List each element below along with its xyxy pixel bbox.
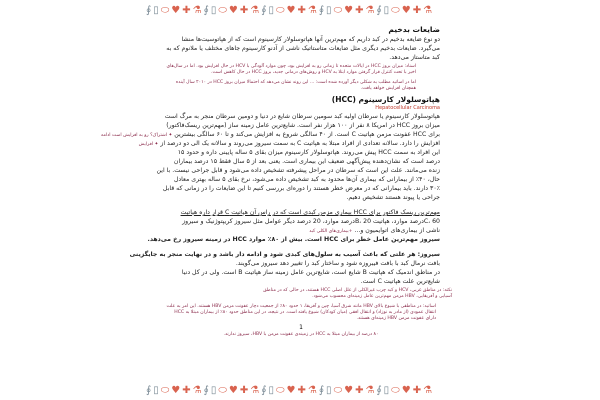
iv-bag-icon: ⚗	[250, 5, 260, 16]
paragraph-line: کبد متاستاز می‌دهد.	[389, 54, 440, 61]
decorative-border-top	[146, 2, 456, 20]
pills-icon: ⬭	[160, 5, 170, 16]
iv-bag-icon: ⚗	[307, 5, 317, 16]
paragraph-line: مهم‌ترین ریسک فاکتور برای HCC بیماری مزمن کبدی است که در راس آن هپاتیت C قرار داره هپاتیت	[180, 209, 440, 216]
inline-comment: +بیماری‌های الکلی کبد	[309, 229, 353, 234]
paragraph-text: افزایش را دارد. سالانه تعدادی از افراد مبتلا به هپاتیت C به سمت سیروز می‌روند و سالانه یک الی دو درصد از	[160, 140, 440, 147]
paragraph-line: جراحی یا پیوند هستند تشخیص دهیم.	[346, 194, 440, 201]
paragraph-line: زنده می‌مانند. علت این است که سرطان در مراحل پیشرفته تشخیص داده می‌شود و قابل جراحی نیست. با این	[156, 167, 440, 174]
clipboard-icon: ▯	[153, 5, 159, 16]
pills-icon: ⬭	[160, 385, 170, 396]
stethoscope-icon: ∮	[376, 385, 382, 396]
iv-bag-icon: ⚗	[192, 5, 202, 16]
comment-note: اساتید: در مناطقی با شیوع بالای HBV مانند شرق آسیا، چین و آفریقا، ۱ حدود ۸۰٪ از جمعیت دچار عفونت مزمن HBV هستند. این امر به علت انتقال عمودی (از مادر به نوزاد) و انتقال افقی (میان کودکان) شیوع یافته است. در نتیجه، در این مناطق حدود ۸۰٪ از بیماران مبتلا به HCC دارای عفونت مزمن HBV زمینه‌ای هستند.	[166, 304, 436, 321]
stethoscope-icon: ∮	[318, 5, 325, 16]
paragraph-line: ۳۰٪ دارند. باید بیمارانی که در معرض خطر هستند را دوره‌ای بررسی کنیم تا این ضایعات را در زمانی که قابل	[162, 185, 440, 192]
stethoscope-icon: ∮	[318, 385, 325, 396]
paragraph-line	[309, 226, 440, 235]
decorative-border-bottom	[146, 382, 456, 400]
heart-icon: ♥	[286, 385, 296, 396]
iv-bag-icon: ⚗	[423, 385, 433, 396]
clipboard-icon: ▯	[326, 385, 332, 396]
paragraph-line: در مناطق اندمیک که هپاتیت B شایع است، شایع‌ترین عامل زمینه ساز هپاتیت B است. ولی در کل دنیا	[181, 269, 440, 276]
iv-bag-icon: ⚗	[250, 385, 260, 396]
pills-icon: ⬭	[218, 5, 227, 16]
paragraph-line: درصد است که نشان‌دهنده پیش‌آگهی ضعیف این بیماری است. یعنی بعد از ۵ سال فقط ۱۵ درصد بیماران	[173, 158, 440, 165]
heart-icon: ♥	[286, 5, 296, 16]
cross-icon: ✚	[297, 385, 306, 396]
heart-icon: ♥	[401, 5, 411, 16]
comment-note: اما در اساتید مطلب به شکلی دیگر آورده شده است: ... این روند نشان می‌دهد که احتمالا میزان بروز HCC در ۲۰۱۰ سال آینده همچنان افزایش خواهد یافت.	[175, 80, 416, 91]
clipboard-icon: ▯	[153, 385, 159, 396]
section-heading: هپاتوسلولار کارسینوم (HCC)	[331, 95, 440, 104]
paragraph-line: سیروز: هر علتی که باعث آسیب به سلول‌های کبدی شود و ادامه دار باشد و در نهایت منجر به جایگزینی	[129, 251, 440, 258]
cross-icon: ✚	[239, 385, 249, 396]
inline-comment: ✦ اشتراک؟ رو به افزایش است ادامه	[101, 133, 173, 138]
heart-icon: ♥	[344, 385, 354, 396]
paragraph-line: میزان بروز HCC در امریکا ۸ نفر از ۱۰۰ هزار نفر است. شایع‌ترین عامل زمینه ساز (مهم‌ترین ریسک‌فاکتور)	[166, 122, 440, 129]
clipboard-icon: ▯	[383, 5, 390, 16]
pills-icon: ⬭	[391, 385, 400, 396]
paragraph-line: بافت نرمال کبد با بافت فیبروزه شود و ساختار کبد را تغییر دهد سیروز می‌گویند.	[235, 260, 440, 267]
clipboard-icon: ▯	[210, 5, 217, 16]
cross-icon: ✚	[412, 385, 422, 396]
stethoscope-icon: ∮	[376, 5, 382, 16]
cross-icon: ✚	[182, 385, 191, 396]
section-heading: ضایعات بدخیم	[388, 25, 440, 34]
paragraph-text: ناشی از بیماری‌های اتوایمیون و...	[354, 227, 440, 234]
english-subtitle: Hepatocellular Carcinoma	[375, 105, 440, 111]
heart-icon: ♥	[401, 385, 411, 396]
footnote: ۸۰ درصد از بیماران مبتلا به HCC در زمینه‌ی عفونت مزمن با HBV، سیروز ندارند.	[223, 332, 379, 337]
paragraph-text: برای HCC عفونت مزمن هپاتیت C است. از ۴۰ سالگی شروع به افزایش می‌کند و تا ۶۰ سالگی بیشترین	[174, 131, 440, 138]
paragraph-line: می‌گیرد. ضایعات بدخیم دیگری مثل ضایعات متاستاتیک ناشی از آدنو کارسینوم جاهای مختلف یا ملانوم که به	[166, 45, 440, 52]
heart-icon: ♥	[344, 5, 354, 16]
stethoscope-icon: ∮	[146, 385, 152, 396]
stethoscope-icon: ∮	[261, 5, 267, 16]
clipboard-icon: ▯	[268, 385, 274, 396]
cross-icon: ✚	[297, 5, 306, 16]
stethoscope-icon: ∮	[203, 5, 209, 16]
paragraph-line: حال، ۴۰٪ از بیمارانی که بیماری آن‌ها محدود به کبد تشخیص داده می‌شود، نرخ بقای ۵ ساله بهتری معادل	[173, 176, 440, 183]
clipboard-icon: ▯	[326, 5, 332, 16]
cross-icon: ✚	[355, 385, 364, 396]
inline-comment-text: افزایش	[138, 142, 154, 147]
clipboard-icon: ▯	[268, 5, 274, 16]
paragraph-line: سیروز مهم‌ترین عامل خطر برای HCC است. بیش از ۸۰٪ موارد HCC در زمینه سیروز رخ می‌دهد.	[147, 236, 440, 243]
pills-icon: ⬭	[391, 5, 400, 16]
paragraph-line: این افراد به سمت HCC پیش می‌روند. هپاتوسلولار کارسینوم میزان بقای ۵ ساله پایینی داره و حدود ۱۵	[177, 149, 440, 156]
document-page	[101, 0, 456, 400]
stethoscope-icon: ∮	[146, 5, 152, 16]
pills-icon: ⬭	[218, 385, 227, 396]
paragraph-line: هپاتوسلولار کارسینوم یا سرطان اولیه کبد سومین سرطان شایع در دنیا و دومین سرطان منجر به مرگ است	[164, 113, 440, 120]
pills-icon: ⬭	[333, 5, 343, 16]
paragraph-line: شایع‌ترین علت هپاتیت C است.	[360, 278, 440, 285]
comment-note: نکته: در مناطق غربی، HCV و کبد چرب غیرالکلی از علل اصلی HCC هستند، در حالی که در مناطق آسیایی و آفریقایی، HBV مزمن مهم‌ترین عامل زمینه‌ای محسوب می‌شود.	[263, 288, 452, 299]
comment-note: اسناد: میزان بروز HCC در ایالات متحده تا زمانی رو به افزایش بود، چون موارد آلودگی با HCV در حال افزایش بود. اما در سال‌های اخیر با تحت کنترل قرار گرفتن موارد ابتلا به HCV و روش‌های درمانی جدید، بروز HCC در حال کاهش است.	[166, 64, 416, 75]
cross-icon: ✚	[182, 5, 191, 16]
pills-icon: ⬭	[275, 5, 285, 16]
pills-icon: ⬭	[275, 385, 285, 396]
inline-comment-text: ادامه	[101, 133, 111, 138]
clipboard-icon: ▯	[210, 385, 217, 396]
paragraph-line: دو نوع ضایعه بدخیم در کبد داریم که مهم‌ترین آنها هپاتوسلولار کارسینوم است که از هپاتوسیت‌ها منشا	[181, 36, 440, 43]
iv-bag-icon: ⚗	[365, 385, 375, 396]
paragraph-line	[101, 130, 440, 139]
stethoscope-icon: ∮	[261, 385, 267, 396]
inline-comment-text: اشتراک؟ رو به افزایش است	[112, 133, 167, 138]
cross-icon: ✚	[412, 5, 422, 16]
heart-icon: ♥	[228, 385, 238, 396]
stethoscope-icon: ∮	[203, 385, 209, 396]
iv-bag-icon: ⚗	[423, 5, 433, 16]
pills-icon: ⬭	[333, 385, 343, 396]
paragraph-line	[139, 139, 440, 148]
iv-bag-icon: ⚗	[307, 385, 317, 396]
iv-bag-icon: ⚗	[365, 5, 375, 16]
paragraph-line: C، 60درصد موارد، هپاتیت B، 20درصد موارد، 20 درصد دیگر عوامل مثل سیروز کریپتوژنیک و سیروز	[182, 218, 440, 225]
heart-icon: ♥	[171, 385, 181, 396]
iv-bag-icon: ⚗	[192, 385, 202, 396]
clipboard-icon: ▯	[383, 385, 390, 396]
page-number: 1	[299, 324, 303, 331]
page-content	[101, 24, 456, 338]
heart-icon: ♥	[171, 5, 181, 16]
cross-icon: ✚	[355, 5, 364, 16]
inline-comment: ✦ افزایش	[138, 142, 159, 147]
cross-icon: ✚	[239, 5, 249, 16]
heart-icon: ♥	[228, 5, 238, 16]
